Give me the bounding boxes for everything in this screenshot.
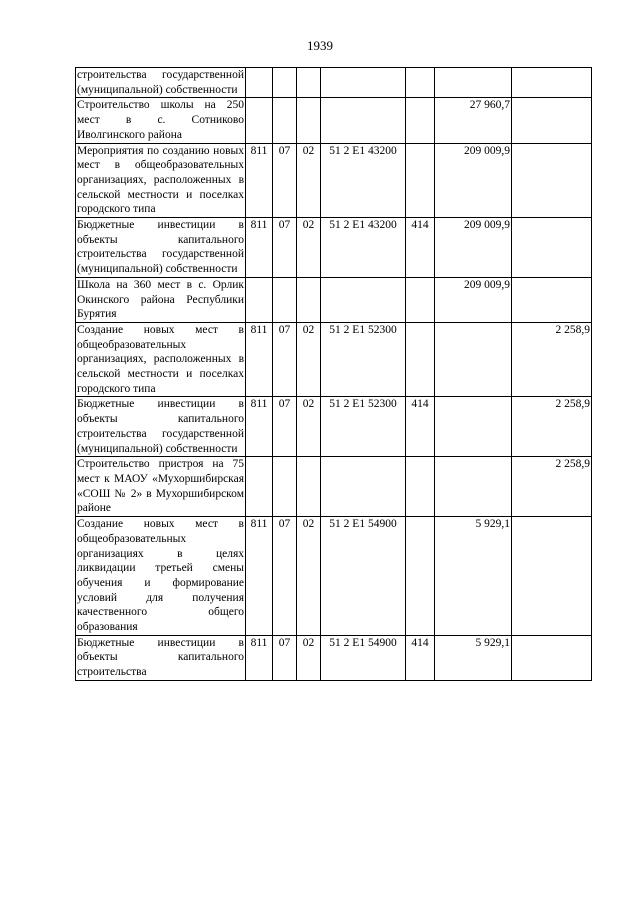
cell-ved: 811 (246, 397, 273, 457)
cell-pr (297, 68, 321, 98)
cell-amount-1: 209 009,9 (435, 277, 512, 322)
cell-amount-1: 5 929,1 (435, 517, 512, 636)
cell-pr (297, 457, 321, 517)
cell-amount-1: 209 009,9 (435, 143, 512, 218)
cell-rz (273, 457, 297, 517)
cell-amount-1: 27 960,7 (435, 98, 512, 143)
table-row (76, 68, 592, 98)
cell-amount-2 (512, 218, 592, 278)
cell-rz (273, 68, 297, 98)
cell-csr: 51 2 E1 54900 (321, 517, 406, 636)
cell-name: Создание новых мест в общеобразовательных организациях, расположенных в сельской местности и поселках городского типа (76, 322, 246, 397)
cell-csr (321, 277, 406, 322)
cell-pr: 02 (297, 517, 321, 636)
cell-amount-2 (512, 143, 592, 218)
cell-amount-1: 5 929,1 (435, 635, 512, 680)
table-row (76, 277, 592, 322)
cell-name: Бюджетные инвестиции в объекты капитального строительства (76, 635, 246, 680)
cell-ved: 811 (246, 218, 273, 278)
table-row (76, 517, 592, 636)
cell-amount-2: 2 258,9 (512, 457, 592, 517)
cell-amount-2: 2 258,9 (512, 322, 592, 397)
cell-csr (321, 98, 406, 143)
cell-amount-1 (435, 322, 512, 397)
cell-pr: 02 (297, 635, 321, 680)
cell-name: Строительство школы на 250 мест в с. Сотниково Иволгинского района (76, 98, 246, 143)
cell-vr (406, 98, 435, 143)
cell-rz: 07 (273, 322, 297, 397)
cell-rz (273, 98, 297, 143)
cell-ved (246, 68, 273, 98)
cell-ved (246, 277, 273, 322)
cell-amount-1: 209 009,9 (435, 218, 512, 278)
cell-vr (406, 277, 435, 322)
cell-vr (406, 143, 435, 218)
cell-csr: 51 2 E1 52300 (321, 322, 406, 397)
table-row (76, 397, 592, 457)
cell-pr (297, 98, 321, 143)
cell-name: Мероприятия по созданию новых мест в общеобразовательных организациях, расположенных в сельской местности и поселках городского типа (76, 143, 246, 218)
cell-amount-1 (435, 68, 512, 98)
table-row (76, 322, 592, 397)
table-body (76, 68, 592, 681)
cell-vr (406, 68, 435, 98)
cell-csr: 51 2 E1 43200 (321, 143, 406, 218)
cell-name: Школа на 360 мест в с. Орлик Окинского района Республики Бурятия (76, 277, 246, 322)
cell-amount-2 (512, 277, 592, 322)
table-row (76, 143, 592, 218)
cell-amount-2: 2 258,9 (512, 397, 592, 457)
cell-ved: 811 (246, 322, 273, 397)
cell-ved: 811 (246, 517, 273, 636)
cell-name: Бюджетные инвестиции в объекты капитального строительства государственной (муниципальной) собственности (76, 218, 246, 278)
cell-name: Строительство пристроя на 75 мест к МАОУ «Мухоршибирская «СОШ № 2» в Мухоршибирском районе (76, 457, 246, 517)
cell-ved (246, 457, 273, 517)
cell-rz: 07 (273, 397, 297, 457)
cell-vr: 414 (406, 635, 435, 680)
cell-vr: 414 (406, 218, 435, 278)
table-row (76, 98, 592, 143)
cell-ved (246, 98, 273, 143)
cell-amount-2 (512, 68, 592, 98)
cell-csr (321, 68, 406, 98)
cell-pr: 02 (297, 397, 321, 457)
cell-ved: 811 (246, 635, 273, 680)
cell-csr: 51 2 E1 54900 (321, 635, 406, 680)
cell-vr (406, 457, 435, 517)
cell-pr: 02 (297, 143, 321, 218)
table-row (76, 218, 592, 278)
cell-rz (273, 277, 297, 322)
cell-pr: 02 (297, 322, 321, 397)
budget-table (75, 67, 592, 681)
cell-name: Бюджетные инвестиции в объекты капитального строительства государственной (муниципальной) собственности (76, 397, 246, 457)
cell-amount-1 (435, 457, 512, 517)
cell-amount-2 (512, 635, 592, 680)
cell-name: строительства государственной (муниципальной) собственности (76, 68, 246, 98)
cell-rz: 07 (273, 143, 297, 218)
page-number: 1939 (307, 38, 333, 53)
cell-vr: 414 (406, 397, 435, 457)
cell-csr: 51 2 E1 52300 (321, 397, 406, 457)
cell-rz: 07 (273, 517, 297, 636)
cell-csr: 51 2 E1 43200 (321, 218, 406, 278)
cell-ved: 811 (246, 143, 273, 218)
cell-pr: 02 (297, 218, 321, 278)
cell-vr (406, 322, 435, 397)
cell-amount-2 (512, 98, 592, 143)
table-row (76, 457, 592, 517)
cell-csr (321, 457, 406, 517)
table-row (76, 635, 592, 680)
cell-name: Создание новых мест в общеобразовательных организациях в целях ликвидации третьей смены обучения и формирование условий для получения качественного общего образования (76, 517, 246, 636)
cell-vr (406, 517, 435, 636)
cell-pr (297, 277, 321, 322)
cell-rz: 07 (273, 218, 297, 278)
cell-amount-2 (512, 517, 592, 636)
cell-amount-1 (435, 397, 512, 457)
cell-rz: 07 (273, 635, 297, 680)
